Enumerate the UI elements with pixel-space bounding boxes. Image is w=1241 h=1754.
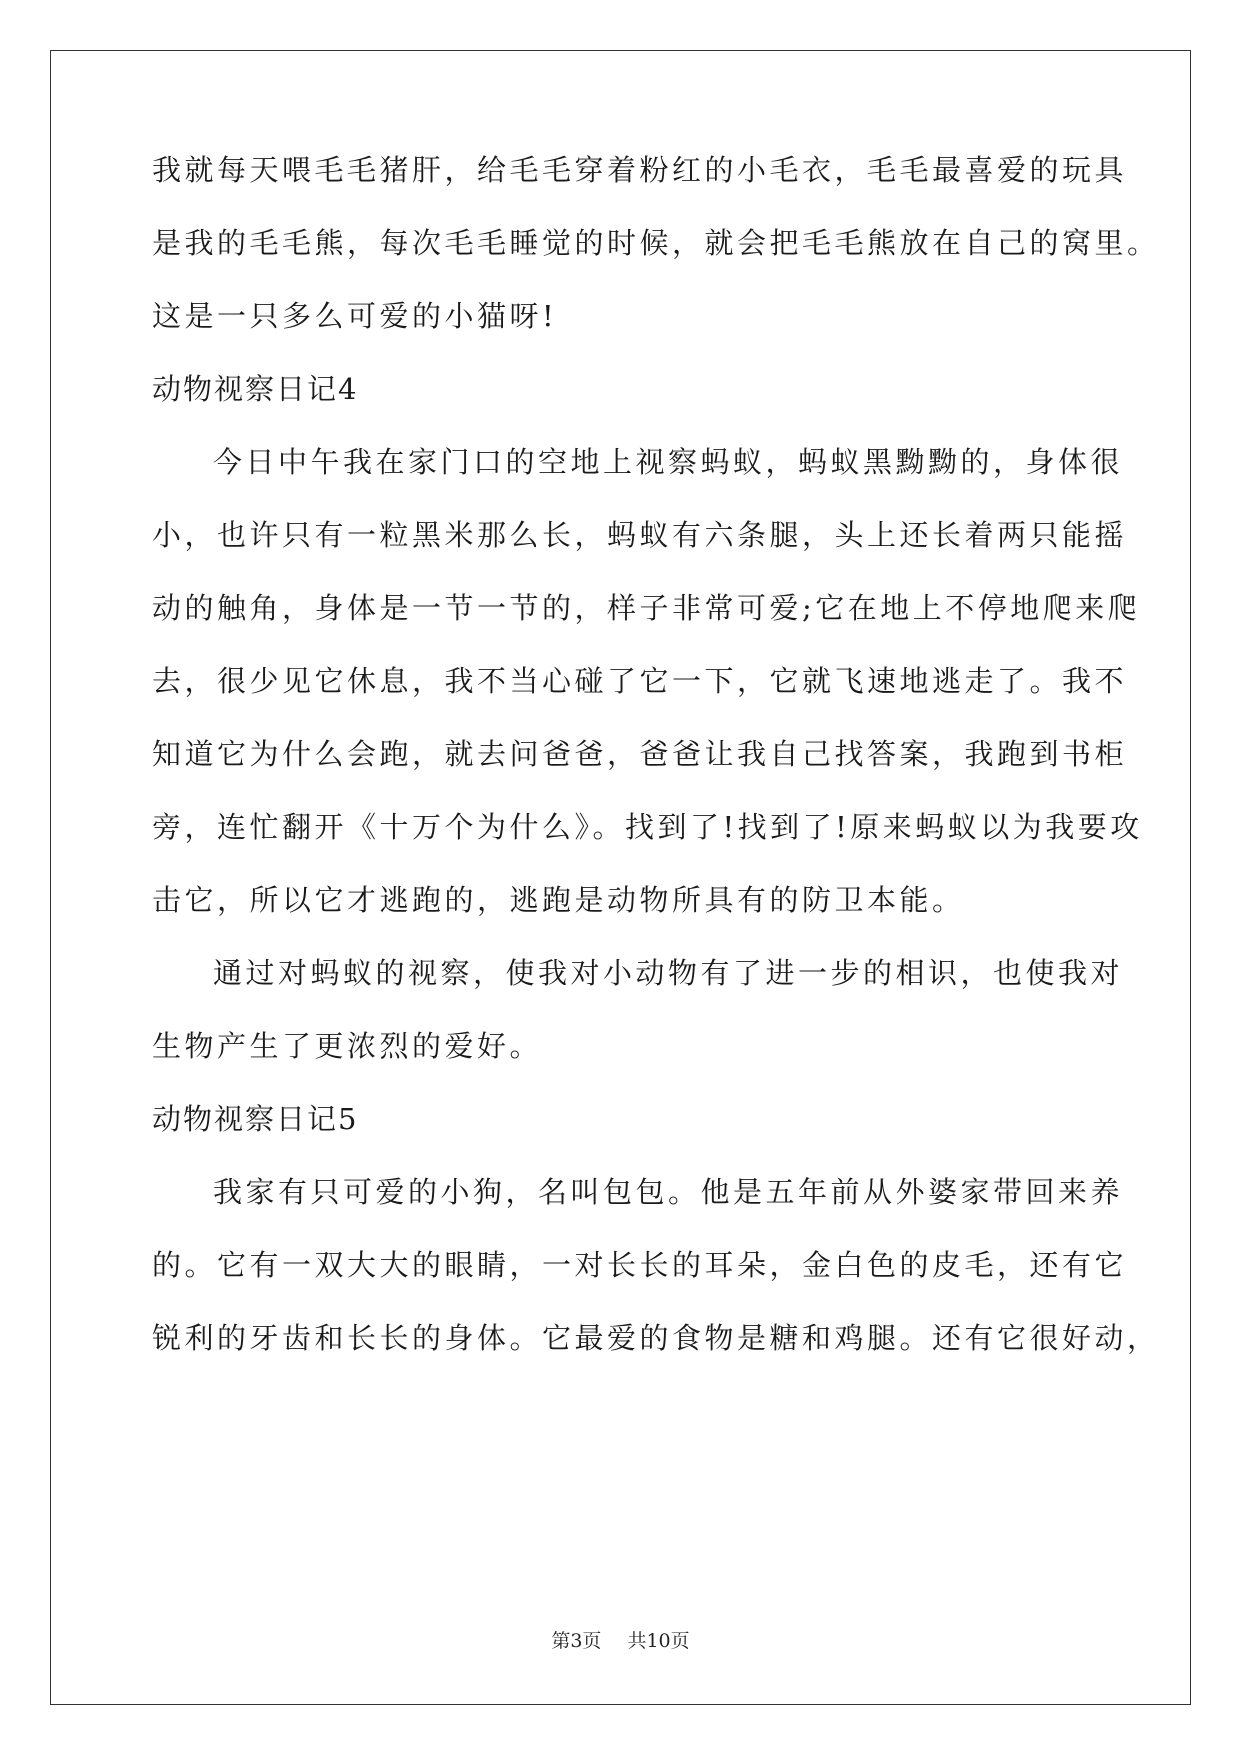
section-heading: 动物视察日记5 (152, 1102, 359, 1136)
paragraph-line: 是我的毛毛熊，每次毛毛睡觉的时候，就会把毛毛熊放在自己的窝里。 (152, 226, 1160, 260)
paragraph-line: 这是一只多么可爱的小猫呀! (152, 299, 558, 333)
page-footer (0, 1629, 1241, 1653)
paragraph-line: 去，很少见它休息，我不当心碰了它一下，它就飞速地逃走了。我不 (152, 664, 1128, 698)
paragraph-line: 我家有只可爱的小狗，名叫包包。他是五年前从外婆家带回来养 (213, 1175, 1124, 1209)
paragraph-line: 小，也许只有一粒黑米那么长，蚂蚁有六条腿，头上还长着两只能摇 (152, 518, 1128, 552)
page-number-total: 共10页 (627, 1630, 690, 1652)
paragraph-line: 今日中午我在家门口的空地上视察蚂蚁，蚂蚁黑黝黝的，身体很 (213, 445, 1124, 479)
paragraph-line: 旁，连忙翻开《十万个为什么》。找到了!找到了!原来蚂蚁以为我要攻 (152, 810, 1143, 844)
paragraph-line: 的。它有一双大大的眼睛，一对长长的耳朵，金白色的皮毛，还有它 (152, 1248, 1128, 1282)
paragraph-line: 动的触角，身体是一节一节的，样子非常可爱;它在地上不停地爬来爬 (152, 591, 1141, 625)
paragraph-line: 锐利的牙齿和长长的身体。它最爱的食物是糖和鸡腿。还有它很好动， (152, 1321, 1160, 1355)
paragraph-line: 通过对蚂蚁的视察，使我对小动物有了进一步的相识，也使我对 (213, 956, 1124, 990)
page-number-current: 第3页 (551, 1630, 602, 1652)
paragraph-line: 我就每天喂毛毛猪肝，给毛毛穿着粉红的小毛衣，毛毛最喜爱的玩具 (152, 153, 1128, 187)
section-heading: 动物视察日记4 (152, 372, 359, 406)
paragraph-line: 生物产生了更浓烈的爱好。 (152, 1029, 543, 1063)
paragraph-line: 击它，所以它才逃跑的，逃跑是动物所具有的防卫本能。 (152, 883, 965, 917)
paragraph-line: 知道它为什么会跑，就去问爸爸，爸爸让我自己找答案，我跑到书柜 (152, 737, 1128, 771)
